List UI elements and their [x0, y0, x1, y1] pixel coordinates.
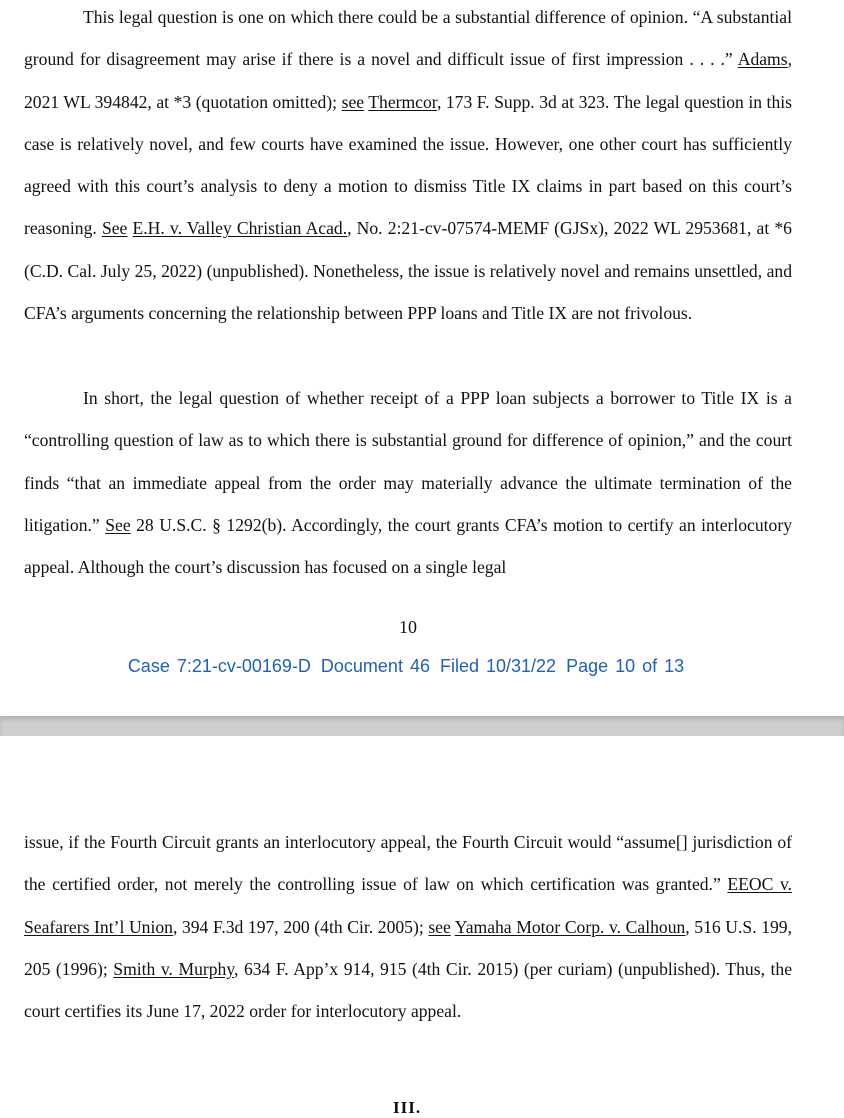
signal-see: See	[101, 218, 128, 239]
citation-thermcor: Thermcor	[368, 91, 437, 112]
paragraph-in-short	[24, 377, 792, 588]
stamp-document-number: Document 46	[320, 656, 430, 676]
signal-see: see	[341, 91, 365, 112]
text-run: This legal question is one on which there could be a substantial difference of opinion. “A substantial ground for disagreement may arise if there is a novel and difficult issue of first impression . . . .”	[24, 7, 792, 70]
citation-eeoc-seafarers: EEOC v. Seafarers Int’l Union	[24, 874, 792, 937]
text-run: , No. 2:21-cv-07574-MEMF (GJSx), 2022 WL 2953681, at *6 (C.D. Cal. July 25, 2022) (unpublished). Nonetheless, the issue is relatively novel and remains unsettled, and CFA’s arguments concerning the relationship between PPP loans and Title IX are not frivolous.	[24, 218, 792, 324]
section-heading-cutoff: III.	[393, 1098, 422, 1117]
stamp-page-count: Page 10 of 13	[566, 656, 685, 676]
stamp-case-number: Case 7:21-cv-00169-D	[127, 656, 311, 676]
page-separator	[0, 716, 844, 736]
text-run: , 2021 WL 394842, at *3 (quotation omitted);	[24, 49, 792, 112]
text-run: , 634 F. App’x 914, 915 (4th Cir. 2015) (per curiam) (unpublished). Thus, the court certifies its June 17, 2022 order for interlocutory appeal.	[24, 958, 792, 1022]
page-number: 10	[399, 617, 417, 637]
citation-adams: Adams	[737, 49, 788, 70]
text-run: , 394 F.3d 197, 200 (4th Cir. 2005);	[172, 916, 429, 937]
text-run: 28 U.S.C. § 1292(b). Accordingly, the court grants CFA’s motion to certify an interlocutory appeal. Although the court’s discussion has focused on a single legal	[24, 514, 792, 578]
stamp-filed-date: Filed 10/31/22	[439, 656, 557, 676]
signal-see: See	[105, 514, 131, 535]
signal-see: see	[428, 916, 451, 937]
paragraph-substantial-difference	[24, 0, 792, 334]
text-run: , 516 U.S. 199, 205 (1996);	[24, 916, 792, 979]
ecf-header-stamp	[0, 656, 812, 677]
text-run: In short, the legal question of whether receipt of a PPP loan subjects a borrower to Title IX is a “controlling question of law as to which there is substantial ground for difference of opinion,” and the court finds “that an immediate appeal from the order may materially advance the ultimate termination of the litigation.”	[24, 388, 792, 535]
text-run: issue, if the Fourth Circuit grants an interlocutory appeal, the Fourth Circuit would “assume[] jurisdiction of the certified order, not merely the controlling issue of law on which certification was granted.”	[24, 832, 792, 895]
citation-eh-valley-christian: E.H. v. Valley Christian Acad.	[132, 218, 348, 239]
citation-smith-murphy: Smith v. Murphy	[113, 958, 235, 979]
citation-yamaha-calhoun: Yamaha Motor Corp. v. Calhoun	[454, 916, 686, 937]
paragraph-fourth-circuit	[24, 821, 792, 1032]
text-run: , 173 F. Supp. 3d at 323. The legal question in this case is relatively novel, and few courts have examined the issue. However, one other court has sufficiently agreed with this court’s analysis to deny a motion to dismiss Title IX claims in part based on this court’s reasoning.	[24, 91, 792, 239]
